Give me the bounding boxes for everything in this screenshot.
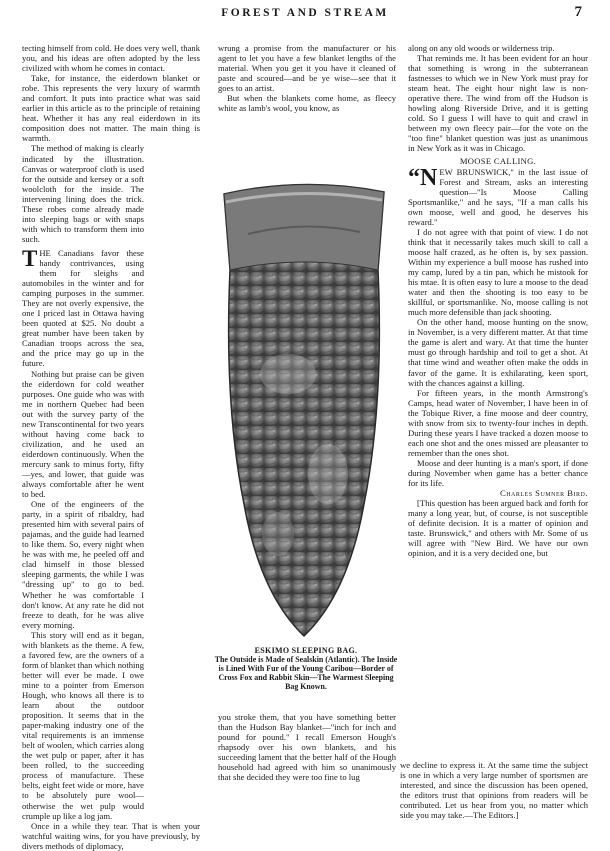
editor-note: [This question has been argued back and forth for many a long year, but, of course, is not susceptible of definite decision. It is a matter of opinion and taste. Brunswick," and others with Mr. Some of us will agree with "New Bird. We have our own opinion, and it is a very decided one, but (408, 498, 588, 559)
narrow-block (22, 143, 144, 820)
paragraph: For fifteen years, in the month Armstrong's Camps, head water of November, I have been in of the Tobique River, a fine moose and deer country, with snow from six to twenty-four inches in depth. During these years I have tracked a dozen moose to each one shot and the ones missed are pleasanter to remember than the ones shot. (408, 387, 588, 458)
column-1 (22, 43, 200, 851)
column-2-top (218, 43, 396, 113)
column-2-bottom (218, 712, 396, 782)
page-number: 7 (574, 4, 582, 20)
eskimo-sleeping-bag-photo (208, 174, 400, 644)
moose-first-paragraph (408, 164, 588, 227)
paragraph: This story will end as it began, with blankets as the theme. A few, a favored few, are the owners of a form of blanket than which nothing better will ever be made. I owe mine to a pointer from Emerson Hough, who knows all there is to learn about the outdoor proposition. It seems that in the paper-making industry one of the vital requirements is an immense belt of woolen, which carries along the wet pulp or paper, after it has been rolled, to the succeeding process of manufacture. These belts, eight feet wide or more, have to be absolutely pure wool—otherwise the wet pulp would crumple up like a log jam. (22, 629, 144, 821)
drop-cap: “N (408, 164, 438, 191)
paragraph: But when the blankets come home, as fleecy white as lamb's wool, you know, as (218, 93, 396, 114)
author-signature: Charles Sumner Bird. (499, 488, 588, 499)
paragraph: Take, for instance, the eiderdown blanket or robe. This represents the very luxury of warmth and comfort. It puts into practice what was said earlier in this article as to the principle of retaining heat. Whether it has any real eiderdown in its composition does not matter. The main thing is warmth. (22, 73, 200, 144)
paragraph: Moose and deer hunting is a man's sport, if done during November when game has a better chance for its life. (408, 457, 588, 489)
paragraph: That reminds me. It has been evident for an hour that something is wrong in the subterranean fastnesses to which we in New York must pray for steam heat. The eight hour night law is non-operative there. The wind from off the Hudson is howling along Riverside Drive, and it is getting cold. So I guess I will have to quit and crawl in between my own fleecy pair—for the vote on the "too fine" blanket question was just as unanimous in New York as it was in Chicago. (408, 53, 588, 154)
paragraph: we decline to express it. At the same time the subject is one in which a very large number of sportsmen are interested, and since the discussion has been opened, the editors trust that opinions from readers will be contributed. Let us hear from you, no matter which side you may take.—The Editors.] (400, 760, 588, 821)
figure-caption (214, 646, 398, 691)
paragraph: I do not agree with that point of view. I do not think that it necessarily takes much skill to call a moose half crazed, as he often is, by sex passion. Within my experience a bull moose has rushed into my camp, lured by a tin pan, which he mistook for his mtae. It is often easy to lure a moose to the dead water and then the shooting is too easy to be skillful, or sportsmanlike. No, moose calling is not much more defensible than jack shooting. (408, 226, 588, 318)
column-3-bottom (400, 760, 588, 820)
caption-text: The Outside is Made of Sealskin (Atlantic). The Inside is Lined With Fur of the Young Caribou—Border of Cross Fox and Rabbit Skin—The Warmest Sleeping Bag Known. (214, 655, 398, 691)
paragraph: Nothing but praise can be given the eiderdown for cold weather purposes. One guide who was with me in northern Quebec had been out with the survey party of the new Transcontinental for two years without having come back to civilization, and he used an eiderdown continuously. When the mercury sank to minus forty, fifty—yes, and lower, that guide was always comfortable after he went to bed. (22, 368, 144, 500)
paragraph-text: EW BRUNSWICK," in the last issue of Forest and Stream, asks an interesting question—"Is Moose Calling Sportsmanlike," and he says, "If a man calls his own moose, well and good, he deserves his reward." (408, 166, 588, 227)
page-header (0, 4, 610, 22)
paragraph: The method of making is clearly indicated by the illustration. Canvas or waterproof cloth is used for the outside and kersey or a soft woolcloth for the inside. The intervening lining does the trick. These robes come already made into sleeping bags or with snaps with which to transform them into such. (22, 143, 144, 244)
publication-title: FOREST AND STREAM (221, 7, 389, 19)
column-3 (408, 43, 588, 558)
caption-title: ESKIMO SLEEPING BAG. (254, 646, 358, 655)
paragraph: tecting himself from cold. He does very well, thank you, and his ideas are often adopted by the less civilized with whom he comes in contact. (22, 43, 200, 74)
sleeping-bag-illustration (208, 174, 400, 644)
drop-cap: T (22, 245, 38, 271)
paragraph: wrung a promise from the manufacturer or his agent to let you have a few blanket lengths of the material. When you get it you have it cleaned of paste and scoured—and be ye wise—see that it goes to an artist. (218, 43, 396, 94)
paragraph: Once in a while they tear. That is when your watchful waiting wins, for you have previously, by divers methods of diplomacy, (22, 820, 200, 851)
paragraph: On the other hand, moose hunting on the snow, in November, is a very different matter. At that time the game is alert and wary. At that time the hunter must go through hardship and toil to get a shot. At that time wind and weather often make the odds in favor of the game. It is exhilarating, keen sport, with the chances against a killing. (408, 317, 588, 388)
canadians-paragraph (22, 245, 144, 369)
paragraph: along on any old woods or wilderness trip. (408, 43, 555, 53)
paragraph: you stroke them, that you have something better than the Hudson Bay blanket—"inch for inch and pound for pound." I recall Emerson Hough's rhapsody over his own blankets, and his succeeding lament that the better half of the Hough household had agreed with him so unanimously that she decided they were too fine to lug (218, 712, 396, 783)
paragraph-text: HE Canadians favor these handy contrivances, using them for sleighs and automobiles in the winter and for camping purposes in the summer. They are not overly expensive, the one I priced last in Ottawa having been quoted at $25. No doubt a great number have been taken by Canadian troops across the sea, and the price may go up in the future. (22, 247, 144, 369)
paragraph: One of the engineers of the party, in a spirit of ribaldry, had presented him with several pairs of pajamas, and the guide had learned to like them. So, every night when he was with me, he peeled off and clad himself in those blessed sleeping garments, the while I was "dressing up" to go to bed. Whether he was comfortable I don't know. At any rate he did not freeze to death, for he was alive every morning. (22, 499, 144, 630)
section-heading: MOOSE CALLING. (459, 155, 537, 166)
